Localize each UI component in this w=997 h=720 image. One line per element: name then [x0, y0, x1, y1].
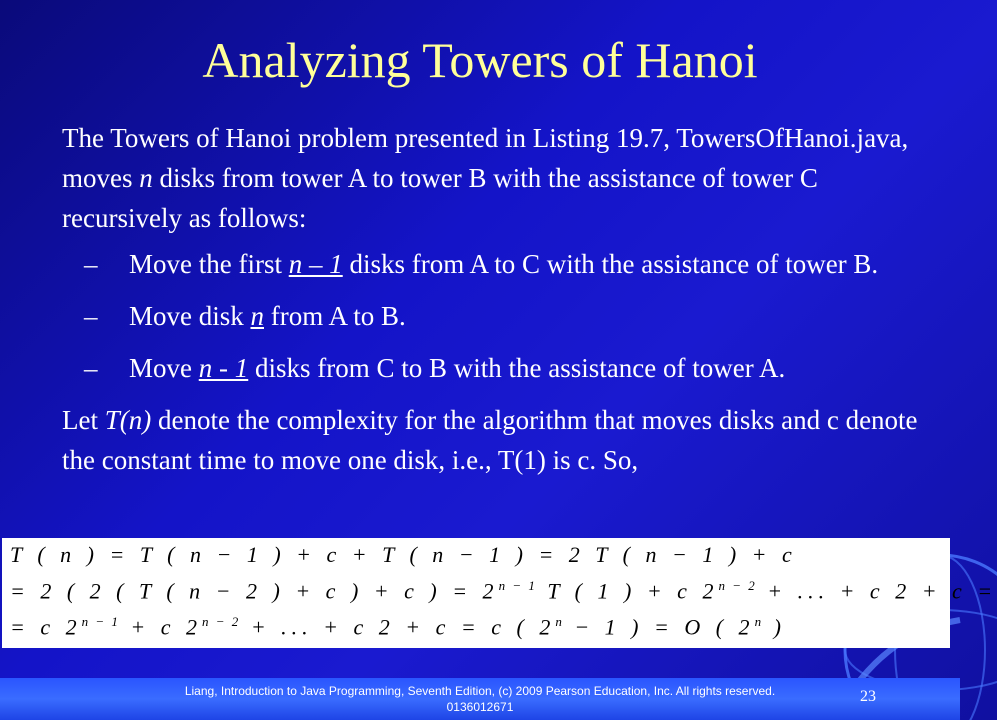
slide-title: Analyzing Towers of Hanoi	[202, 32, 758, 88]
formula-line-2: = 2 ( 2 ( T ( n − 2 ) + c ) + c ) = $2^{n - 1}$ T ( 1 ) + c $2^{n - 2}$ + ... + c 2 + c =	[10, 578, 997, 604]
step-3: – Move n - 1 disks from C to B with the assistance of tower A.	[84, 353, 786, 383]
recurrence-formula	[2, 538, 997, 648]
footer-copyright: Liang, Introduction to Java Programming, Seventh Edition, (c) 2009 Pearson Education, Inc. All rights reserved. 0136012671	[184, 684, 776, 714]
step-1: – Move the first n – 1 disks from A to C with the assistance of tower B.	[84, 249, 879, 279]
conclusion-paragraph: Let T(n) denote the complexity for the algorithm that moves disks and c denote the constant time to move one disk, i.e., T(1) is c. So,	[62, 405, 918, 475]
page-number: 23	[860, 688, 876, 705]
formula-line-1: T ( n ) = T ( n − 1 ) + c + T ( n − 1 ) = 2 T ( n − 1 ) + c	[10, 542, 797, 567]
intro-paragraph: The Towers of Hanoi problem presented in Listing 19.7, TowersOfHanoi.java, moves n disks from tower A to tower B with the assistance of tower C recursively as follows:	[62, 123, 909, 233]
formula-line-3: = c $2^{n - 1} + c$ $2^{n - 2}$ + ... + c 2 + c = c ( 2$^n$ − 1 ) = O ( 2$^n$ )	[10, 614, 786, 640]
step-2: – Move disk n from A to B.	[84, 301, 406, 331]
slide-body	[62, 118, 932, 486]
